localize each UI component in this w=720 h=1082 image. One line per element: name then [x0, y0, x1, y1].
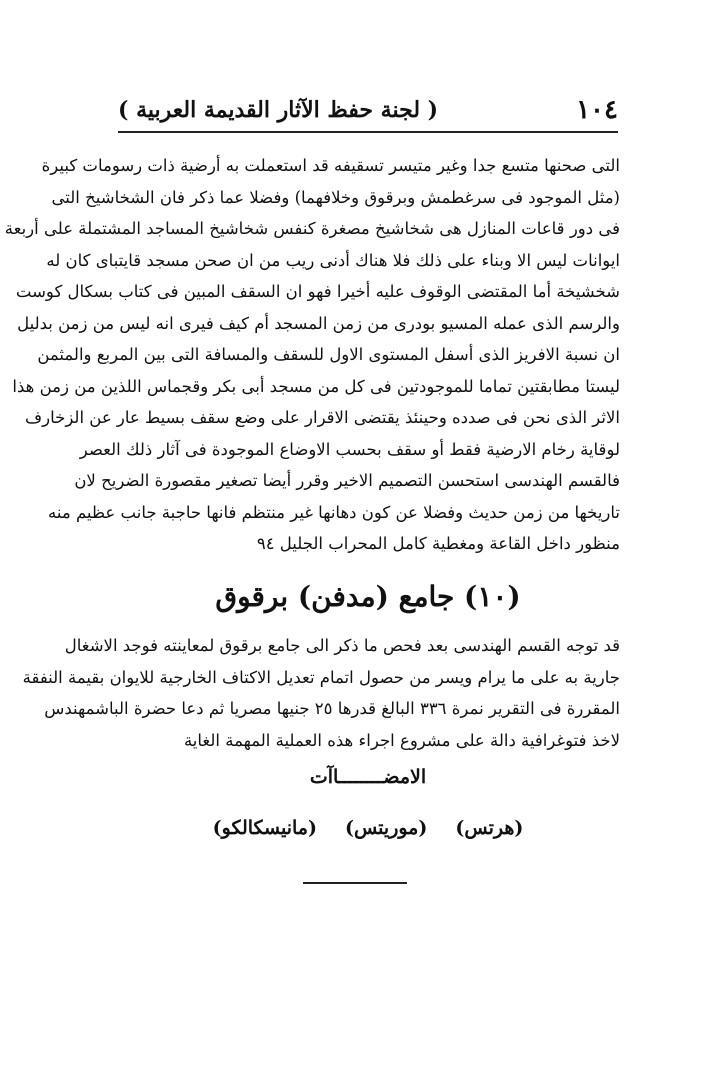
text-line: ان نسبة الافريز الذى أسفل المستوى الاول للسقف والمسافة التى بين المربع والمثمن: [37, 345, 620, 364]
text-line: فالقسم الهندسى استحسن التصميم الاخير وقرر أيضا تصغير مقصورة الضريح لان: [74, 471, 620, 490]
text-line: (مثل الموجود فى سرغطمش وبرقوق وخلافهما) وفضلا عما ذكر فان الشخاشيخ التى: [51, 187, 620, 207]
text-line: لوقاية رخام الارضية فقط أو سقف بحسب الاوضاع الموجودة فى آثار ذلك العصر: [79, 439, 620, 459]
page-number: ١٠٤: [576, 95, 618, 125]
text-line: ليستا مطابقتين تماما للموجودتين فى كل من مسجد أبى بكر وقجماس اللذين من زمن هذا: [12, 376, 620, 396]
text-line: ايوانات ليس الا وبناء على ذلك فلا هناك أدنى ريب من ان صحن مسجد قايتباى كان له: [46, 250, 620, 270]
running-title: ( لجنة حفظ الآثار القديمة العربية ): [118, 97, 439, 123]
text-line: التى صحنها متسع جدا وغير متيسر تسقيفه قد استعملت به أرضية ذات رسومات كبيرة: [41, 156, 620, 175]
text-line: تاريخها من زمن حديث وفضلا عن كون دهانها غير منتظم فانها حاجبة جانب عظيم منه: [48, 502, 620, 522]
text-line: جارية به على ما يرام ويسر من حصول اتمام تعديل الاكتاف الخارجية للايوان بقيمة النفقة: [22, 667, 620, 687]
text-line: الاثر الذى نحن فى صدده وحينئذ يقتضى الاقرار على وضع سقف بسيط عار عن الزخارف: [25, 408, 620, 427]
signature-name: (مانيسكالكو): [212, 817, 317, 839]
header-rule: [118, 131, 618, 133]
signature-name: (هرتس): [455, 817, 524, 839]
body-text-bottom: [22, 630, 620, 756]
text-line: منظور داخل القاعة ومغطية كامل المحراب الجليل ٩٤: [256, 534, 620, 553]
body-text-top: [4, 150, 620, 560]
text-line: والرسم الذى عمله المسيو بودرى من زمن المسجد أم كيف فيرى انه ليس من زمن بدليل: [17, 313, 620, 333]
text-line: فى دور قاعات المنازل هى شخاشيخ مصغرة كنفس شخاشيخ المساجد المشتملة على أربعة: [4, 219, 620, 238]
signature-name: (موريتس): [344, 817, 428, 839]
signatures-label: الامضــــــــاآت: [309, 766, 427, 788]
page-header: [118, 90, 618, 130]
section-heading: (١٠) جامع (مدفن) برقوق: [215, 580, 521, 613]
text-line: المقررة فى التقرير نمرة ٣٣٦ البالغ قدرها ٢٥ جنيها مصريا ثم دعا حضرة الباشمهندس: [44, 699, 620, 718]
end-rule: [303, 882, 407, 884]
text-line: لاخذ فتوغرافية دالة على مشروع اجراء هذه العملية المهمة الغاية: [183, 730, 620, 750]
text-line: شخشيخة أما المقتضى الوقوف عليه أخيرا فهو ان السقف المبين فى كتاب بسكال كوست: [15, 282, 620, 301]
text-line: قد توجه القسم الهندسى بعد فحص ما ذكر الى جامع برقوق لمعاينته فوجد الاشغال: [64, 636, 620, 655]
signature-names: [118, 808, 618, 848]
